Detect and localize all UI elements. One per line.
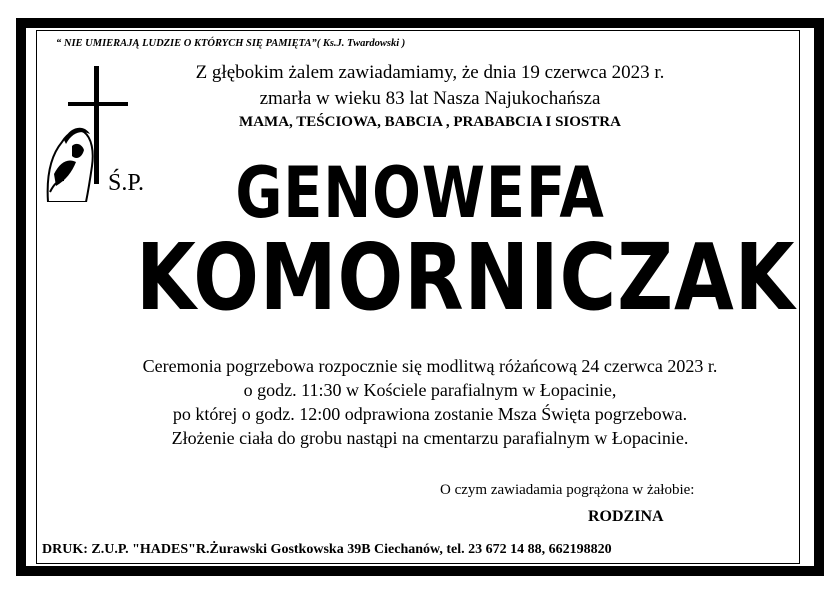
family-signature: RODZINA — [588, 508, 664, 525]
printer-footer: DRUK: Z.U.P. "HADES"R.Żurawski Gostkowska 39B Ciechanów, tel. 23 672 14 88, 662198820 — [42, 542, 612, 557]
mourners-line: O czym zawiadamia pogrążona w żałobie: — [440, 482, 695, 498]
intro-line-2: zmarła w wieku 83 lat Nasza Najukochańsza — [259, 88, 601, 109]
ceremony-line-2: o godz. 11:30 w Kościele parafialnym w Łopacinie, — [243, 380, 617, 400]
ceremony-line-4: Złożenie ciała do grobu nastąpi na cmentarzu parafialnym w Łopacinie. — [171, 428, 689, 448]
relations-line: MAMA, TEŚCIOWA, BABCIA , PRABABCIA I SIOSTRA — [239, 114, 621, 130]
ceremony-line-3: po której o godz. 12:00 odprawiona zostanie Msza Święta pogrzebowa. — [172, 404, 688, 424]
ceremony-info — [60, 354, 800, 450]
ceremony-line-1: Ceremonia pogrzebowa rozpocznie się modlitwą różańcową 24 czerwca 2023 r. — [142, 356, 718, 376]
motto-quote: “ NIE UMIERAJĄ LUDZIE O KTÓRYCH SIĘ PAMIĘTA”( Ks.J. Twardowski ) — [56, 38, 406, 49]
deceased-surname: KOMORNICZAK — [136, 224, 796, 331]
deceased-first-name: GENOWEFA — [235, 152, 605, 234]
intro-line-1: Z głębokim żalem zawiadamiamy, że dnia 19 czerwca 2023 r. — [195, 62, 665, 83]
honorific: Ś.P. — [108, 170, 145, 196]
